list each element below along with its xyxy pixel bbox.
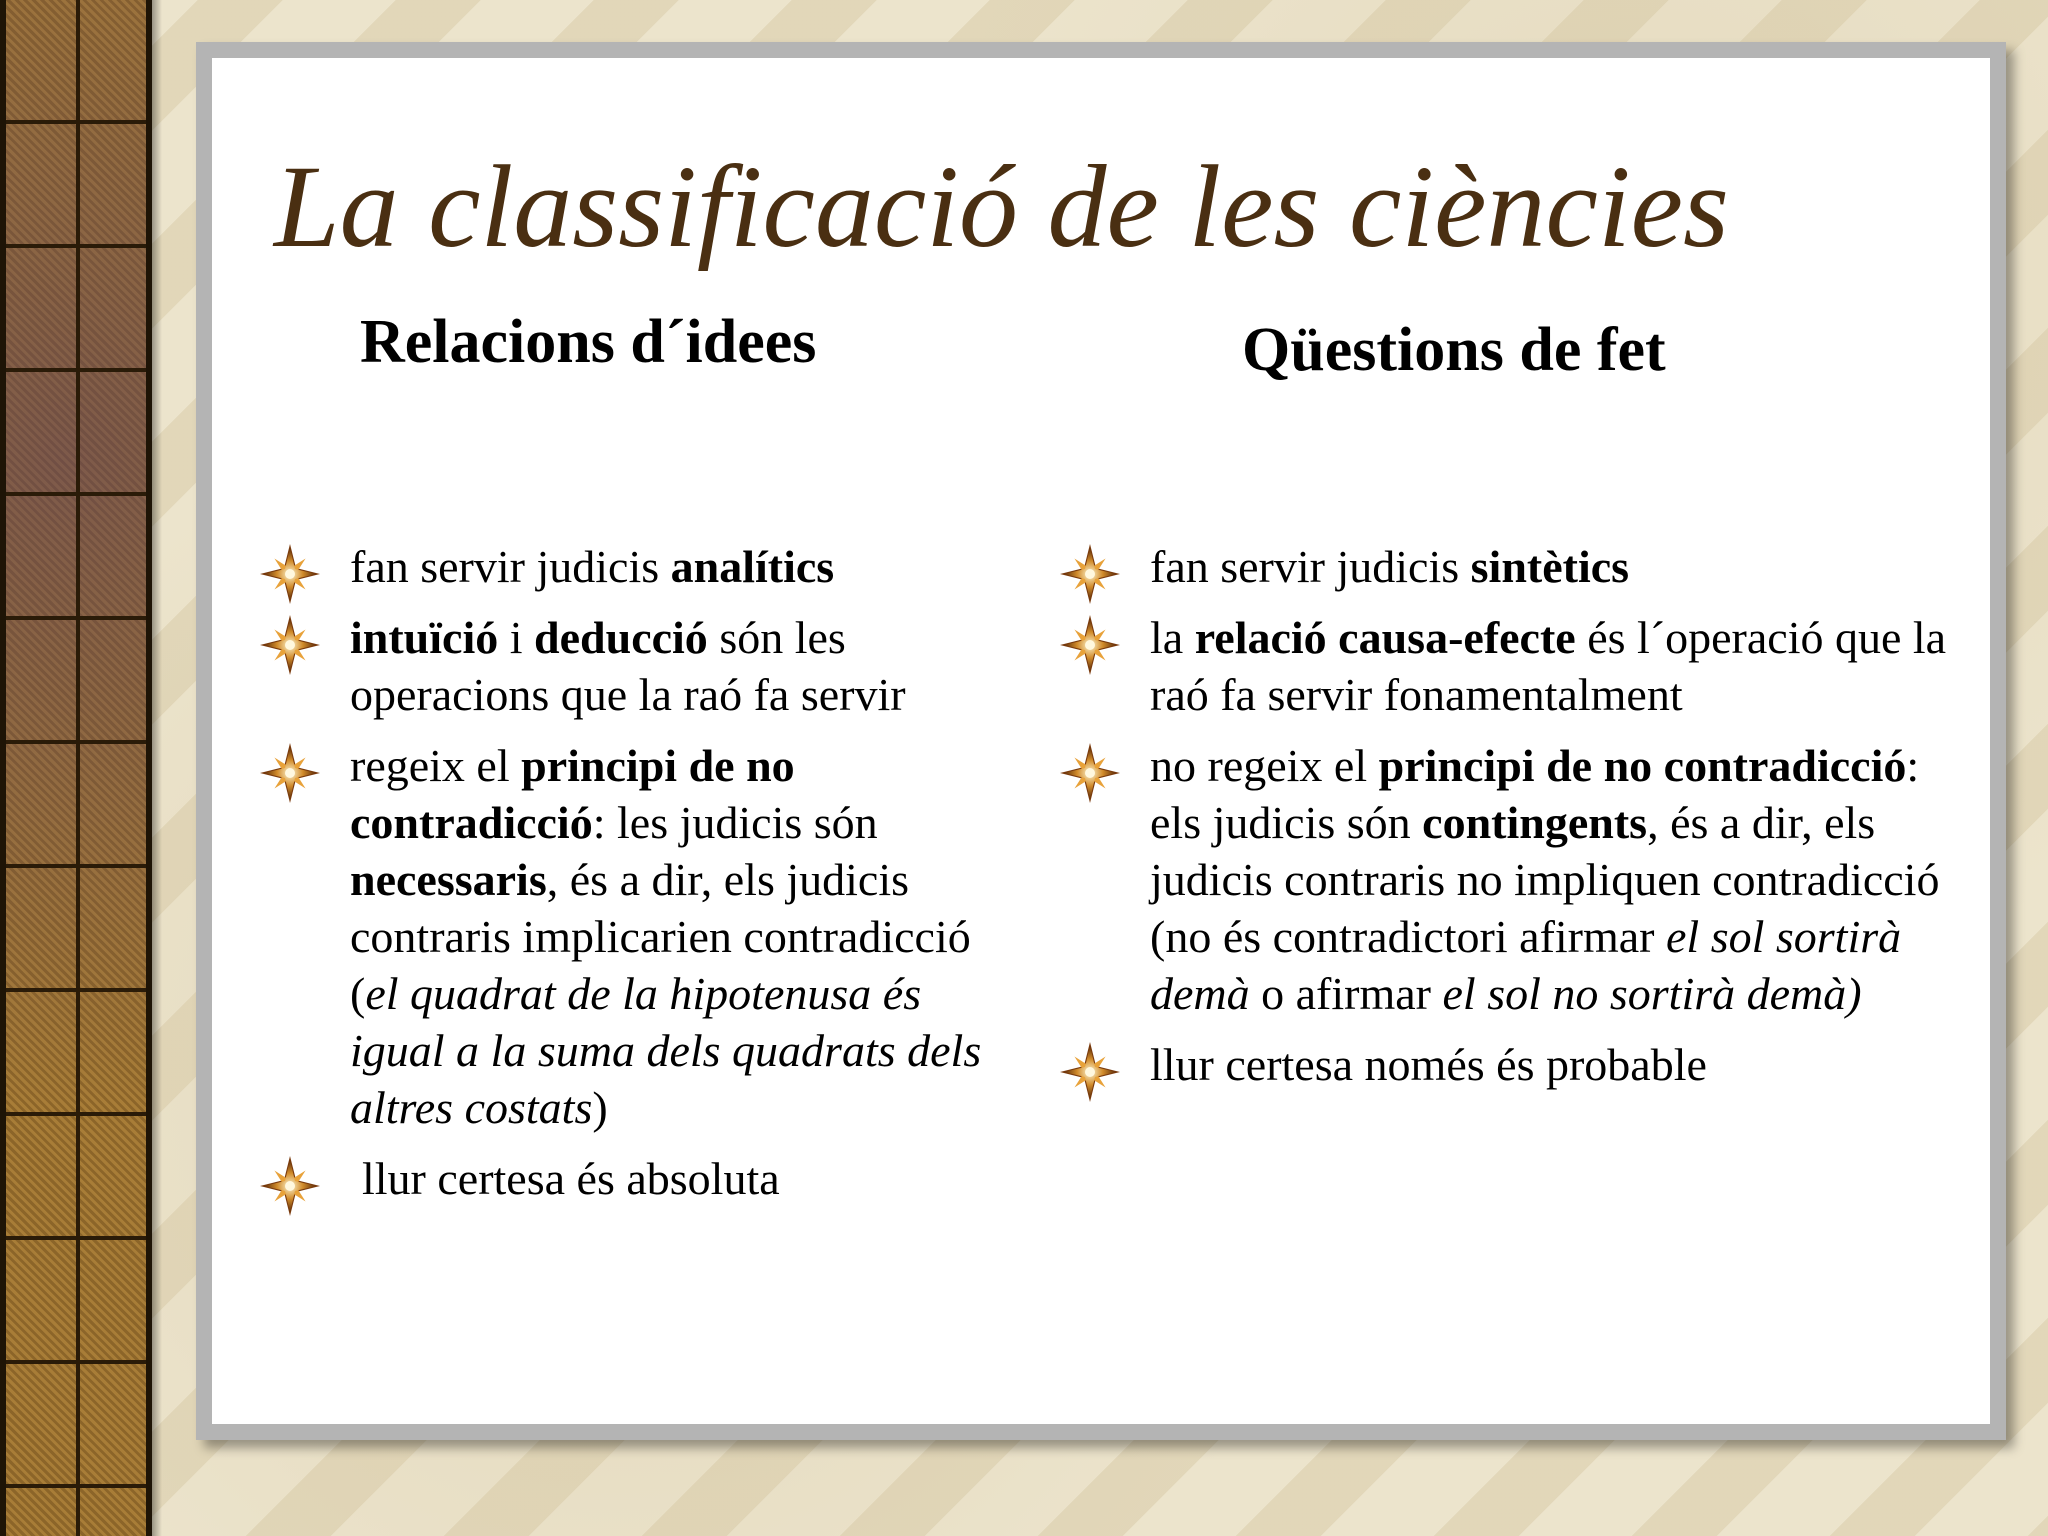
item-text: són les operacions que la raó fa servir [350,612,906,720]
item-text: , és a dir, els judicis contraris implicarien contradicció ( [350,854,971,1019]
item-italic-text: el sol sortirà demà [1150,911,1902,1019]
item-text: és l´operació que la raó fa servir fonamentalment [1150,612,1947,720]
item-text: : les judicis són [592,797,878,848]
item-text: , és a dir, els judicis contraris no impliquen contradicció (no és contradictori afirmar [1150,797,1940,962]
star-bullet-icon [1058,741,1122,805]
right-bullet-list [1058,538,1958,1107]
item-text: i [498,612,535,663]
list-item [258,538,1018,595]
item-text: regeix el [350,740,522,791]
list-item [1058,737,1958,1022]
item-bold-text: principi de no contradicció [350,740,795,848]
item-bold-text: contingents [1422,797,1648,848]
star-bullet-icon [1058,613,1122,677]
left-bullet-list [258,538,1018,1221]
list-item [258,737,1018,1136]
list-item [1058,609,1958,723]
item-text: la [1150,612,1195,663]
item-text: ) [592,1082,608,1133]
item-bold-text: relació causa-efecte [1194,612,1576,663]
list-item [1058,538,1958,595]
item-italic-text: el sol no sortirà demà) [1442,968,1862,1019]
slide-content [212,58,1990,1424]
item-bold-text: deducció [534,612,708,663]
item-text: llur certesa és absoluta [362,1153,780,1204]
item-bold-text: principi de no contradicció [1378,740,1907,791]
item-text: fan servir judicis [350,541,671,592]
item-italic-text: el quadrat de la hipotenusa és igual a la suma dels quadrats dels altres costats [350,968,982,1133]
item-text: llur certesa només és probable [1150,1039,1707,1090]
slide-frame [196,42,2006,1440]
item-bold-text: necessaris [350,854,547,905]
list-item [258,609,1018,723]
star-bullet-icon [258,741,322,805]
right-column-heading: Qüestions de fet [1242,316,1666,384]
strip-shadow [152,0,162,1536]
slide-title: La classificació de les ciències [274,141,1729,272]
decorative-side-strip [0,0,152,1536]
star-bullet-icon [1058,1040,1122,1104]
star-bullet-icon [1058,542,1122,606]
star-bullet-icon [258,542,322,606]
item-bold-text: analítics [670,541,835,592]
left-column-heading: Relacions d´idees [360,308,817,376]
item-bold-text: sintètics [1470,541,1630,592]
star-bullet-icon [258,613,322,677]
item-text: o afirmar [1249,968,1443,1019]
item-text: : els judicis són [1150,740,1920,848]
item-text: fan servir judicis [1150,541,1471,592]
item-text: no regeix el [1150,740,1379,791]
list-item [1058,1036,1958,1093]
list-item [258,1150,1018,1207]
item-bold-text: intuïció [350,612,499,663]
star-bullet-icon [258,1154,322,1218]
